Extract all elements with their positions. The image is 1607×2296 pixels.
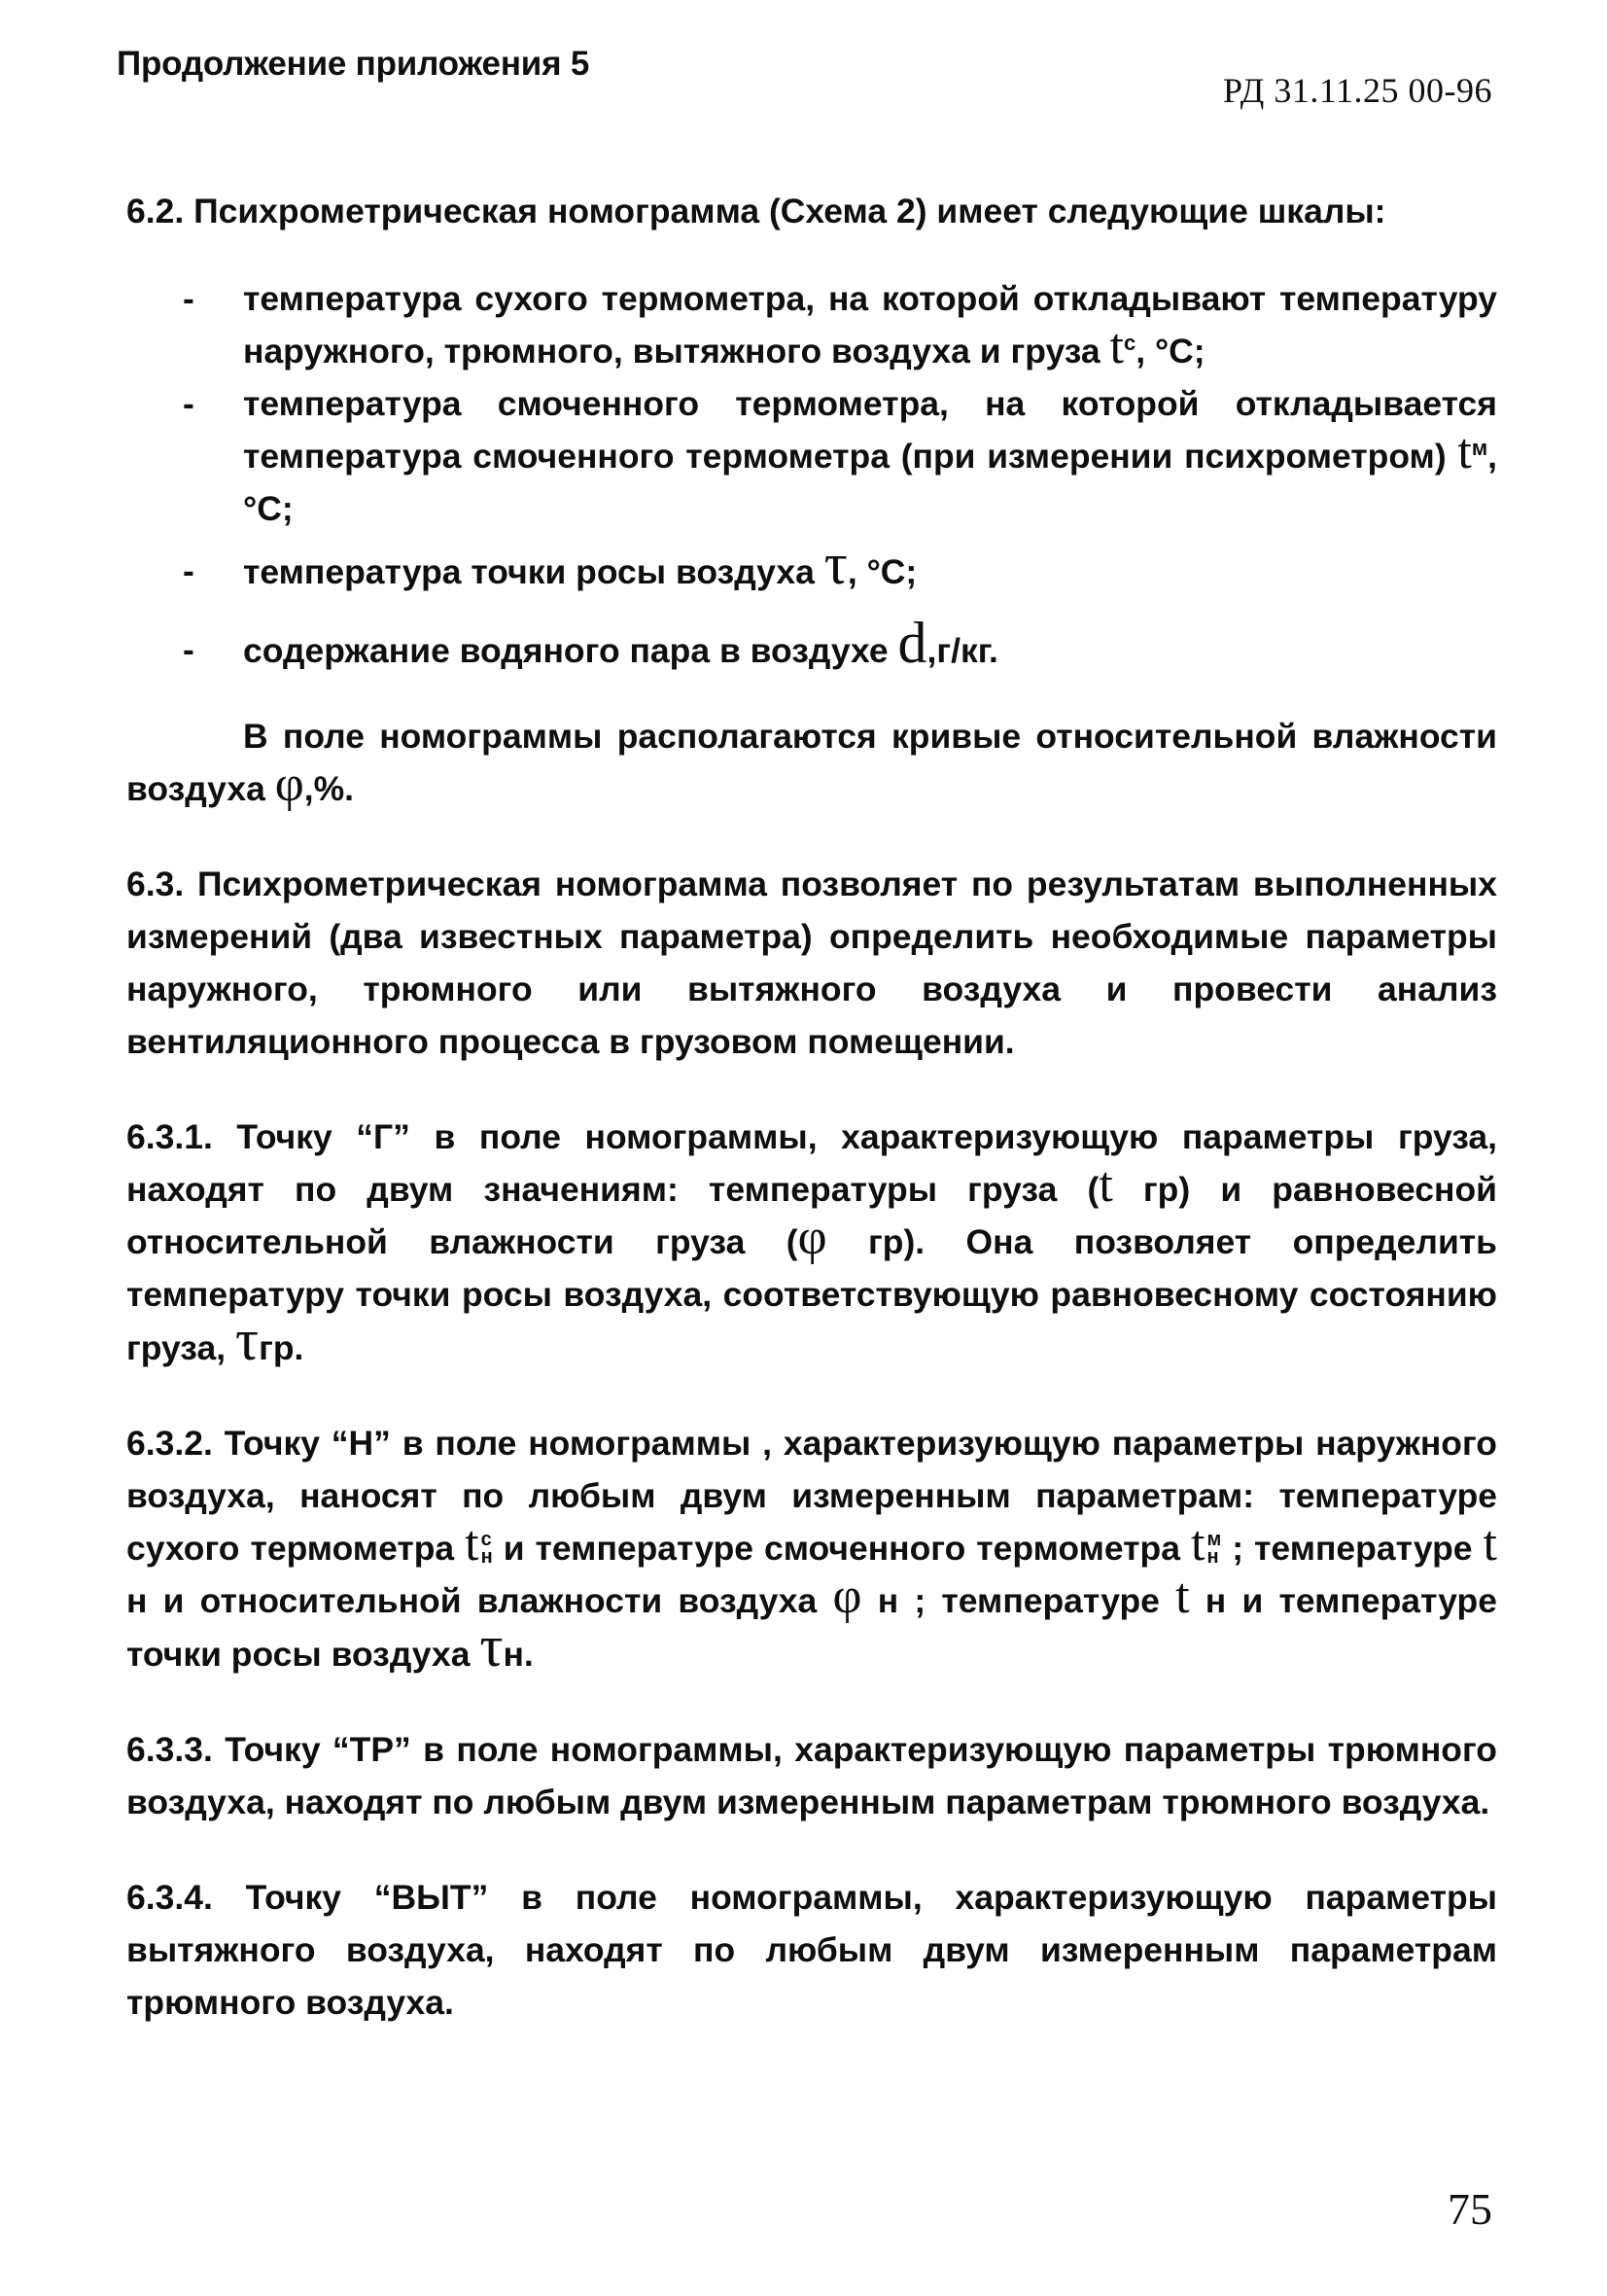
paragraph-text: гр.	[259, 1328, 304, 1367]
superscript: с	[1123, 331, 1136, 356]
unit-text: , °С;	[847, 552, 918, 591]
paragraph-6-3-4: 6.3.4. Точку “ВЫТ” в поле номограммы, характеризующую параметры вытяжного воздуха, находят по любым двум измеренным параметрам трюмного воздуха.	[126, 1878, 1497, 2022]
paragraph-humidity-curves	[126, 710, 1497, 815]
paragraph-text: н.	[503, 1635, 534, 1674]
list-item-text: температура смоченного термометра, на которой откладывается температура смоченного термометра (при измерении психрометром)	[243, 384, 1497, 476]
list-item-dew-point	[126, 532, 1497, 598]
symbol-tau: τ	[234, 1308, 260, 1372]
paragraph-text: н ; температуре	[861, 1581, 1160, 1620]
paragraph-text: гр) и равновесной относительной влажности груза (	[126, 1170, 1497, 1261]
list-item-text: содержание водяного пара в воздухе	[243, 631, 889, 670]
symbol-tau: τ	[479, 1614, 504, 1678]
unit-text: , °С;	[243, 437, 1497, 528]
list-item-text: температура сухого термометра, на которой откладывают температуру наружного, трюмного, вытяжного воздуха и груза	[243, 279, 1497, 371]
list-dash: -	[183, 630, 194, 669]
superscript: с	[480, 1528, 492, 1550]
symbol-phi: φ	[797, 1210, 827, 1265]
paragraph-text: и температуре смоченного термометра	[492, 1529, 1180, 1568]
symbol-t: t	[1109, 319, 1124, 374]
script-stack	[480, 1528, 493, 1568]
symbol-tau: τ	[823, 532, 848, 596]
unit-text: ,г/кг.	[926, 631, 998, 670]
paragraph-6-2: 6.2. Психрометрическая номограмма (Схема 2) имеет следующие шкалы:	[126, 192, 1386, 230]
paragraph-text: н и температуре точки росы воздуха	[126, 1581, 1497, 1674]
symbol-t: t	[1457, 424, 1472, 479]
symbol-t: t	[1190, 1516, 1205, 1572]
header-appendix-label: Продолжение приложения 5	[117, 45, 590, 83]
superscript: м	[1206, 1528, 1222, 1550]
subscript: н	[1206, 1545, 1219, 1568]
paragraph-6-3: 6.3. Психрометрическая номограмма позволяет по результатам выполненных измерений (два известных параметра) определить необходимые параметры наружного, трюмного или вытяжного воздуха и провести анализ вентиляционного процесса в грузовом помещении.	[126, 865, 1497, 1061]
scales-list	[126, 272, 1497, 677]
paragraph-text: В поле номограммы располагаются кривые относительной влажности воздуха	[126, 717, 1497, 808]
list-item-moisture-content	[126, 611, 1497, 677]
unit-text: ,%.	[303, 769, 355, 808]
paragraph-text: гр). Она позволяет определить температуру точки росы воздуха, соответствующую равновесному состоянию груза,	[126, 1222, 1497, 1367]
paragraph-text: 6.3.1. Точку “Г” в поле номограммы, характеризующую параметры груза, находят по двум значениям: температуры груза (	[126, 1117, 1497, 1209]
page-number: 75	[1448, 2184, 1492, 2234]
unit-text: , °С;	[1135, 332, 1205, 371]
symbol-phi: φ	[274, 757, 304, 812]
script-stack	[1206, 1528, 1222, 1568]
list-dash: -	[183, 279, 194, 318]
paragraph-6-3-2	[126, 1417, 1497, 1680]
paragraph-text: н и относительной влажности воздуха	[126, 1581, 818, 1620]
paragraph-6-3-3: 6.3.3. Точку “ТР” в поле номограммы, характеризующую параметры трюмного воздуха, находят по любым двум измеренным параметрам трюмного воздуха.	[126, 1730, 1497, 1821]
list-dash: -	[183, 551, 194, 590]
superscript: м	[1471, 436, 1488, 461]
paragraph-6-3-1	[126, 1111, 1497, 1374]
page-content	[126, 185, 1497, 2029]
header-document-code: РД 31.11.25 00-96	[1222, 71, 1492, 110]
list-dash: -	[183, 384, 194, 423]
list-item-wet-bulb	[126, 377, 1497, 535]
paragraph-text: ; температуре	[1221, 1529, 1473, 1568]
paragraph-text: 6.3.2. Точку “Н” в поле номограммы , характеризующую параметры наружного воздуха, наносят по любым двум измеренным параметрам: температуре сухого термометра	[126, 1424, 1497, 1568]
symbol-d: d	[897, 611, 927, 675]
symbol-t: t	[1099, 1157, 1113, 1213]
symbol-phi: φ	[832, 1569, 862, 1624]
symbol-t: t	[465, 1516, 479, 1572]
list-item-dry-bulb	[126, 272, 1497, 377]
subscript: н	[480, 1545, 493, 1568]
symbol-t: t	[1175, 1569, 1190, 1624]
list-item-text: температура точки росы воздуха	[243, 552, 815, 591]
symbol-t: t	[1483, 1516, 1497, 1572]
